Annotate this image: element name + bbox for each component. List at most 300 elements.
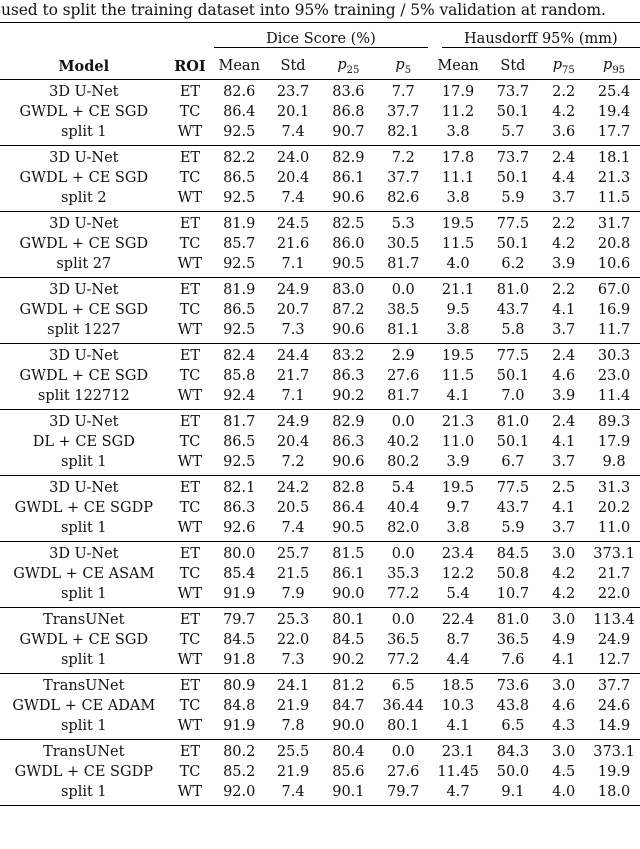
value-cell: 7.9: [281, 586, 305, 602]
value-cell: 82.9: [320, 410, 377, 433]
value-cell: 80.2: [212, 740, 266, 763]
value-cell: 17.9: [597, 434, 631, 450]
value-cell: 73.7: [487, 146, 540, 169]
roi-cell: TC: [179, 236, 201, 252]
model-cell: GWDL + CE SGD: [19, 632, 149, 648]
model-cell: GWDL + CE SGD: [19, 302, 149, 318]
value-cell: 80.0: [212, 542, 266, 565]
value-cell: 22.0: [276, 632, 310, 648]
dice-p5-header: $p_5$: [395, 56, 412, 76]
table-row: [0, 650, 640, 674]
value-cell: 77.5: [487, 344, 540, 367]
value-cell: 86.1: [332, 566, 365, 582]
results-table: [0, 22, 640, 808]
dice-std-header: Std: [280, 58, 306, 74]
value-cell: 24.4: [266, 344, 320, 367]
value-cell: 77.5: [487, 212, 540, 235]
value-cell: 7.7: [377, 80, 430, 103]
value-cell: 79.7: [212, 608, 266, 631]
value-cell: 81.7: [387, 256, 420, 272]
roi-cell: ET: [168, 542, 213, 565]
table-row: [0, 674, 640, 697]
model-cell: 3D U-Net: [0, 146, 168, 169]
value-cell: 4.1: [552, 434, 576, 450]
value-cell: 21.9: [276, 698, 310, 714]
value-cell: 3.0: [539, 674, 588, 697]
model-cell: GWDL + CE ASAM: [13, 566, 155, 582]
value-cell: 24.0: [266, 146, 320, 169]
hausdorff-header: Hausdorff 95% (mm): [430, 26, 640, 53]
value-cell: 90.1: [332, 784, 365, 800]
value-cell: 3.9: [552, 388, 576, 404]
roi-cell: ET: [168, 212, 213, 235]
model-cell: split 122712: [37, 388, 130, 404]
value-cell: 373.1: [588, 542, 640, 565]
value-cell: 81.1: [387, 322, 420, 338]
roi-cell: ET: [168, 740, 213, 763]
value-cell: 20.4: [276, 434, 310, 450]
value-cell: 83.2: [320, 344, 377, 367]
value-cell: 85.8: [223, 368, 256, 384]
roi-cell: WT: [177, 652, 203, 668]
value-cell: 0.0: [377, 542, 430, 565]
roi-cell: TC: [179, 698, 201, 714]
roi-cell: TC: [179, 764, 201, 780]
table-row: [0, 696, 640, 716]
value-cell: 84.8: [223, 698, 256, 714]
value-cell: 92.5: [223, 124, 256, 140]
value-cell: 86.1: [332, 170, 365, 186]
value-cell: 2.2: [539, 278, 588, 301]
value-cell: 11.45: [437, 764, 479, 780]
table-row: [0, 146, 640, 169]
model-cell: split 27: [56, 256, 112, 272]
value-cell: 86.5: [223, 302, 256, 318]
value-cell: 80.1: [387, 718, 420, 734]
value-cell: 4.1: [552, 302, 576, 318]
value-cell: 2.4: [539, 146, 588, 169]
value-cell: 7.6: [501, 652, 525, 668]
roi-cell: TC: [179, 368, 201, 384]
value-cell: 12.7: [597, 652, 631, 668]
value-cell: 36.5: [387, 632, 420, 648]
value-cell: 5.7: [501, 124, 525, 140]
value-cell: 7.4: [281, 190, 305, 206]
value-cell: 2.2: [539, 80, 588, 103]
value-cell: 90.5: [332, 256, 365, 272]
value-cell: 43.7: [496, 302, 530, 318]
model-cell: split 1: [60, 718, 107, 734]
value-cell: 7.0: [501, 388, 525, 404]
value-cell: 81.7: [387, 388, 420, 404]
table-row: [0, 320, 640, 344]
value-cell: 20.7: [276, 302, 310, 318]
value-cell: 31.3: [588, 476, 640, 499]
value-cell: 84.5: [332, 632, 365, 648]
value-cell: 11.5: [441, 368, 475, 384]
value-cell: 79.7: [387, 784, 420, 800]
bottom-rule: [0, 806, 640, 809]
roi-cell: TC: [179, 434, 201, 450]
value-cell: 86.0: [332, 236, 365, 252]
roi-cell: WT: [177, 256, 203, 272]
model-cell: DL + CE SGD: [32, 434, 135, 450]
value-cell: 7.4: [281, 124, 305, 140]
value-cell: 5.9: [501, 190, 525, 206]
value-cell: 11.0: [441, 434, 475, 450]
value-cell: 4.3: [552, 718, 576, 734]
model-cell: 3D U-Net: [0, 344, 168, 367]
value-cell: 6.5: [377, 674, 430, 697]
value-cell: 36.44: [382, 698, 424, 714]
value-cell: 4.2: [552, 586, 576, 602]
value-cell: 27.6: [387, 368, 420, 384]
value-cell: 87.2: [332, 302, 365, 318]
value-cell: 30.5: [387, 236, 420, 252]
table-row: [0, 410, 640, 433]
roi-cell: WT: [177, 322, 203, 338]
value-cell: 3.7: [552, 322, 576, 338]
value-cell: 17.8: [430, 146, 487, 169]
value-cell: 73.7: [487, 80, 540, 103]
value-cell: 2.9: [377, 344, 430, 367]
table-row: [0, 630, 640, 650]
value-cell: 3.7: [552, 520, 576, 536]
value-cell: 4.6: [552, 368, 576, 384]
value-cell: 67.0: [588, 278, 640, 301]
value-cell: 18.0: [597, 784, 631, 800]
model-cell: split 1: [60, 652, 107, 668]
value-cell: 24.9: [266, 410, 320, 433]
value-cell: 27.6: [387, 764, 420, 780]
table-row: [0, 212, 640, 235]
dice-p25-header: $p_{25}$: [337, 56, 360, 76]
table-row: [0, 122, 640, 146]
value-cell: 4.2: [552, 104, 576, 120]
value-cell: 9.1: [501, 784, 525, 800]
value-cell: 84.7: [332, 698, 365, 714]
value-cell: 4.7: [446, 784, 470, 800]
value-cell: 84.3: [487, 740, 540, 763]
value-cell: 24.6: [597, 698, 631, 714]
value-cell: 90.0: [332, 586, 365, 602]
value-cell: 7.4: [281, 784, 305, 800]
value-cell: 21.1: [430, 278, 487, 301]
value-cell: 86.4: [332, 500, 365, 516]
value-cell: 83.6: [320, 80, 377, 103]
value-cell: 25.5: [266, 740, 320, 763]
value-cell: 24.2: [266, 476, 320, 499]
value-cell: 86.3: [332, 368, 365, 384]
value-cell: 86.5: [223, 170, 256, 186]
value-cell: 91.9: [223, 718, 256, 734]
value-cell: 90.6: [332, 322, 365, 338]
value-cell: 3.6: [552, 124, 576, 140]
table-row: [0, 432, 640, 452]
value-cell: 50.1: [496, 434, 530, 450]
value-cell: 50.0: [496, 764, 530, 780]
value-cell: 19.9: [597, 764, 631, 780]
value-cell: 86.4: [223, 104, 256, 120]
value-cell: 90.6: [332, 190, 365, 206]
value-cell: 23.4: [430, 542, 487, 565]
value-cell: 73.6: [487, 674, 540, 697]
value-cell: 2.2: [539, 212, 588, 235]
model-cell: TransUNet: [0, 674, 168, 697]
value-cell: 82.5: [320, 212, 377, 235]
value-cell: 82.2: [212, 146, 266, 169]
value-cell: 19.5: [430, 344, 487, 367]
value-cell: 11.4: [597, 388, 631, 404]
value-cell: 80.4: [320, 740, 377, 763]
hd-std-header: Std: [500, 58, 526, 74]
value-cell: 4.1: [446, 388, 470, 404]
value-cell: 92.5: [223, 454, 256, 470]
table-row: [0, 518, 640, 542]
value-cell: 20.5: [276, 500, 310, 516]
model-cell: split 1: [60, 784, 107, 800]
value-cell: 18.1: [588, 146, 640, 169]
roi-cell: WT: [177, 388, 203, 404]
value-cell: 92.5: [223, 256, 256, 272]
value-cell: 90.6: [332, 454, 365, 470]
roi-cell: TC: [179, 302, 201, 318]
value-cell: 82.0: [387, 520, 420, 536]
value-cell: 84.5: [223, 632, 256, 648]
value-cell: 22.0: [597, 586, 631, 602]
table-row: [0, 584, 640, 608]
roi-cell: WT: [177, 784, 203, 800]
value-cell: 3.0: [539, 608, 588, 631]
value-cell: 82.1: [387, 124, 420, 140]
table-row: [0, 740, 640, 763]
value-cell: 3.8: [446, 322, 470, 338]
roi-cell: ET: [168, 80, 213, 103]
model-cell: split 1: [60, 586, 107, 602]
value-cell: 21.7: [597, 566, 631, 582]
roi-cell: WT: [177, 124, 203, 140]
value-cell: 83.0: [320, 278, 377, 301]
value-cell: 7.1: [281, 388, 305, 404]
roi-cell: ET: [168, 608, 213, 631]
roi-cell: ET: [168, 674, 213, 697]
value-cell: 85.6: [332, 764, 365, 780]
value-cell: 21.9: [276, 764, 310, 780]
value-cell: 24.9: [266, 278, 320, 301]
roi-cell: ET: [168, 146, 213, 169]
value-cell: 11.0: [597, 520, 631, 536]
table-row: [0, 608, 640, 631]
value-cell: 5.9: [501, 520, 525, 536]
table-row: [0, 476, 640, 499]
value-cell: 84.5: [487, 542, 540, 565]
value-cell: 89.3: [588, 410, 640, 433]
value-cell: 20.8: [597, 236, 631, 252]
value-cell: 5.4: [446, 586, 470, 602]
value-cell: 6.2: [501, 256, 525, 272]
value-cell: 21.5: [276, 566, 310, 582]
value-cell: 0.0: [377, 278, 430, 301]
value-cell: 19.5: [430, 476, 487, 499]
value-cell: 4.1: [446, 718, 470, 734]
model-cell: 3D U-Net: [0, 278, 168, 301]
model-cell: TransUNet: [0, 608, 168, 631]
model-cell: GWDL + CE ADAM: [12, 698, 156, 714]
value-cell: 4.2: [552, 566, 576, 582]
hd-mean-header: Mean: [437, 58, 479, 74]
value-cell: 11.5: [441, 236, 475, 252]
value-cell: 36.5: [496, 632, 530, 648]
model-cell: TransUNet: [0, 740, 168, 763]
hd-p75-header: $p_{75}$: [552, 56, 575, 76]
model-cell: GWDL + CE SGD: [19, 104, 149, 120]
value-cell: 3.9: [552, 256, 576, 272]
value-cell: 21.3: [597, 170, 631, 186]
value-cell: 86.5: [223, 434, 256, 450]
value-cell: 81.5: [320, 542, 377, 565]
value-cell: 4.5: [552, 764, 576, 780]
value-cell: 81.7: [212, 410, 266, 433]
table-row: [0, 366, 640, 386]
roi-cell: ET: [168, 476, 213, 499]
model-column-header: Model: [58, 57, 110, 75]
value-cell: 92.6: [223, 520, 256, 536]
value-cell: 37.7: [588, 674, 640, 697]
value-cell: 20.1: [276, 104, 310, 120]
value-cell: 50.1: [496, 236, 530, 252]
roi-cell: ET: [168, 410, 213, 433]
value-cell: 23.0: [597, 368, 631, 384]
model-cell: GWDL + CE SGD: [19, 170, 149, 186]
value-cell: 7.2: [377, 146, 430, 169]
value-cell: 80.9: [212, 674, 266, 697]
value-cell: 19.4: [597, 104, 631, 120]
value-cell: 82.6: [387, 190, 420, 206]
model-cell: split 1227: [47, 322, 121, 338]
model-cell: GWDL + CE SGD: [19, 236, 149, 252]
table-row: [0, 80, 640, 103]
table-caption: used to split the training dataset into 95% training / 5% validation at random.: [1, 1, 606, 19]
value-cell: 81.9: [212, 212, 266, 235]
dice-mean-header: Mean: [218, 58, 260, 74]
value-cell: 4.1: [552, 500, 576, 516]
value-cell: 9.7: [446, 500, 470, 516]
model-cell: 3D U-Net: [0, 212, 168, 235]
value-cell: 90.2: [332, 652, 365, 668]
value-cell: 4.1: [552, 652, 576, 668]
value-cell: 3.8: [446, 520, 470, 536]
value-cell: 85.2: [223, 764, 256, 780]
value-cell: 7.8: [281, 718, 305, 734]
value-cell: 77.2: [387, 586, 420, 602]
value-cell: 8.7: [446, 632, 470, 648]
value-cell: 92.0: [223, 784, 256, 800]
value-cell: 16.9: [597, 302, 631, 318]
table-row: [0, 168, 640, 188]
value-cell: 37.7: [387, 104, 420, 120]
value-cell: 40.4: [387, 500, 420, 516]
value-cell: 81.9: [212, 278, 266, 301]
roi-cell: WT: [177, 190, 203, 206]
value-cell: 7.4: [281, 520, 305, 536]
roi-cell: TC: [179, 104, 201, 120]
value-cell: 77.2: [387, 652, 420, 668]
model-cell: 3D U-Net: [0, 476, 168, 499]
value-cell: 30.3: [588, 344, 640, 367]
value-cell: 24.1: [266, 674, 320, 697]
value-cell: 86.3: [223, 500, 256, 516]
model-cell: 3D U-Net: [0, 542, 168, 565]
table-row: [0, 102, 640, 122]
value-cell: 17.7: [597, 124, 631, 140]
table-row: [0, 188, 640, 212]
model-cell: GWDL + CE SGD: [19, 368, 149, 384]
value-cell: 91.8: [223, 652, 256, 668]
value-cell: 81.0: [487, 278, 540, 301]
value-cell: 81.2: [320, 674, 377, 697]
value-cell: 3.0: [539, 740, 588, 763]
value-cell: 9.5: [446, 302, 470, 318]
value-cell: 82.9: [320, 146, 377, 169]
value-cell: 10.3: [441, 698, 475, 714]
value-cell: 2.4: [539, 410, 588, 433]
value-cell: 18.5: [430, 674, 487, 697]
value-cell: 85.7: [223, 236, 256, 252]
model-cell: split 1: [60, 124, 107, 140]
table-row: [0, 498, 640, 518]
value-cell: 21.7: [276, 368, 310, 384]
table-row: [0, 386, 640, 410]
value-cell: 5.4: [377, 476, 430, 499]
value-cell: 92.4: [223, 388, 256, 404]
value-cell: 40.2: [387, 434, 420, 450]
value-cell: 50.1: [496, 170, 530, 186]
value-cell: 38.5: [387, 302, 420, 318]
roi-cell: ET: [168, 344, 213, 367]
value-cell: 82.6: [212, 80, 266, 103]
value-cell: 9.8: [602, 454, 626, 470]
model-cell: split 1: [60, 454, 107, 470]
value-cell: 90.0: [332, 718, 365, 734]
value-cell: 35.3: [387, 566, 420, 582]
value-cell: 0.0: [377, 608, 430, 631]
value-cell: 12.2: [441, 566, 475, 582]
value-cell: 4.2: [552, 236, 576, 252]
value-cell: 0.0: [377, 740, 430, 763]
value-cell: 11.1: [441, 170, 475, 186]
value-cell: 80.1: [320, 608, 377, 631]
roi-cell: TC: [179, 500, 201, 516]
roi-cell: TC: [179, 566, 201, 582]
value-cell: 22.4: [430, 608, 487, 631]
value-cell: 4.4: [552, 170, 576, 186]
value-cell: 23.7: [266, 80, 320, 103]
value-cell: 81.0: [487, 410, 540, 433]
roi-cell: WT: [177, 718, 203, 734]
value-cell: 20.2: [597, 500, 631, 516]
value-cell: 37.7: [387, 170, 420, 186]
value-cell: 23.1: [430, 740, 487, 763]
value-cell: 82.4: [212, 344, 266, 367]
value-cell: 24.5: [266, 212, 320, 235]
value-cell: 5.3: [377, 212, 430, 235]
value-cell: 14.9: [597, 718, 631, 734]
value-cell: 4.9: [552, 632, 576, 648]
value-cell: 43.8: [496, 698, 530, 714]
value-cell: 6.7: [501, 454, 525, 470]
dice-score-header: Dice Score (%): [212, 26, 429, 53]
value-cell: 85.4: [223, 566, 256, 582]
